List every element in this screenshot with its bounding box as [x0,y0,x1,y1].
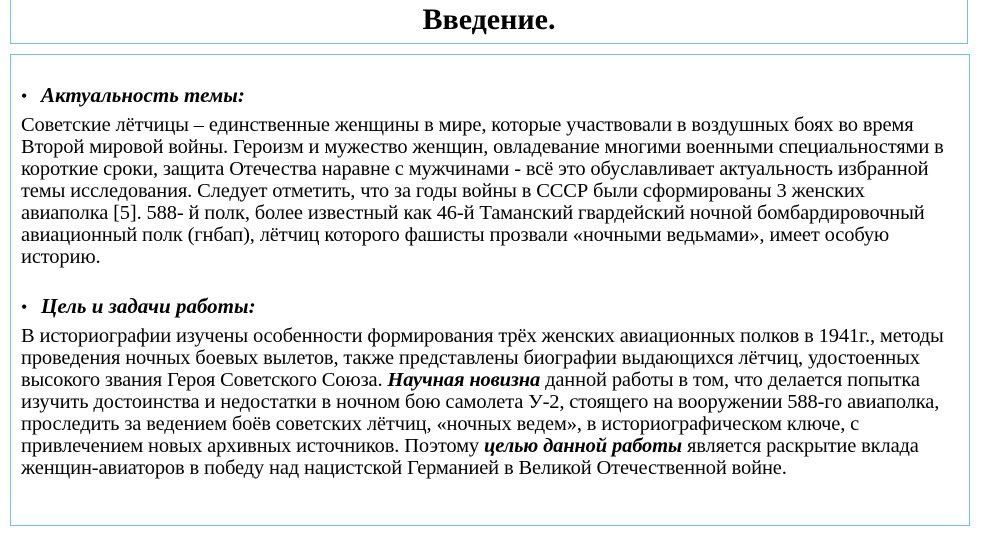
section-paragraph: Советские лётчицы – единственные женщины в мире, которые участвовали в воздушных боях во время Второй мировой войны. Героизм и мужество женщин, овладевание многими военными специальностями в короткие сроки, защита Отечества наравне с мужчинами - всё это обуславливает актуальность избранной темы исследования. Следует отметить, что за годы войны в СССР были сформированы 3 женских авиаполка [5]. 588- й полк, более известный как 46-й Таманский гвардейский ночной бомбардировочный авиационный полк (гнбап), лётчиц которого фашисты прозвали «ночными ведьмами», имеет особую историю. [21,114,944,268]
section-heading: Актуальность темы: [41,83,245,107]
bullet-line [21,294,969,319]
paragraph-text: В историографии изучены особенности формирования трёх женских авиационных полков в 1941г., методы проведения ночных боевых вылетов, также представлены биографии выдающихся лётчиц, удостоенных высокого звания Героя Советского Союза. [21,325,944,391]
emphasis-novelty: Научная новизна [387,369,541,391]
section-relevance [21,83,969,268]
title-box [10,0,968,44]
bullet-icon: • [21,86,28,106]
section-goals [21,294,969,479]
emphasis-goal: целью данной работы [484,435,682,457]
paragraph-text: является раскрытие вклада женщин-авиаторов в победу над нацистской Германией в Великой Отечественной войне. [21,435,919,479]
paragraph-text: данной работы в том, что делается попытка изучить достоинства и недостатки в ночном бою самолета У-2, стоящего на вооружении 588-го авиаполка, проследить за ведением боёв советских лётчиц, «ночных ведем», в историографическом ключе, с привлечением новых архивных источников. Поэтому [21,369,940,457]
page-title: Введение. [422,3,556,36]
section-heading: Цель и задачи работы: [41,294,256,318]
bullet-line [21,83,969,108]
section-paragraph [21,325,969,479]
content-box [10,54,970,526]
bullet-icon: • [21,297,28,317]
